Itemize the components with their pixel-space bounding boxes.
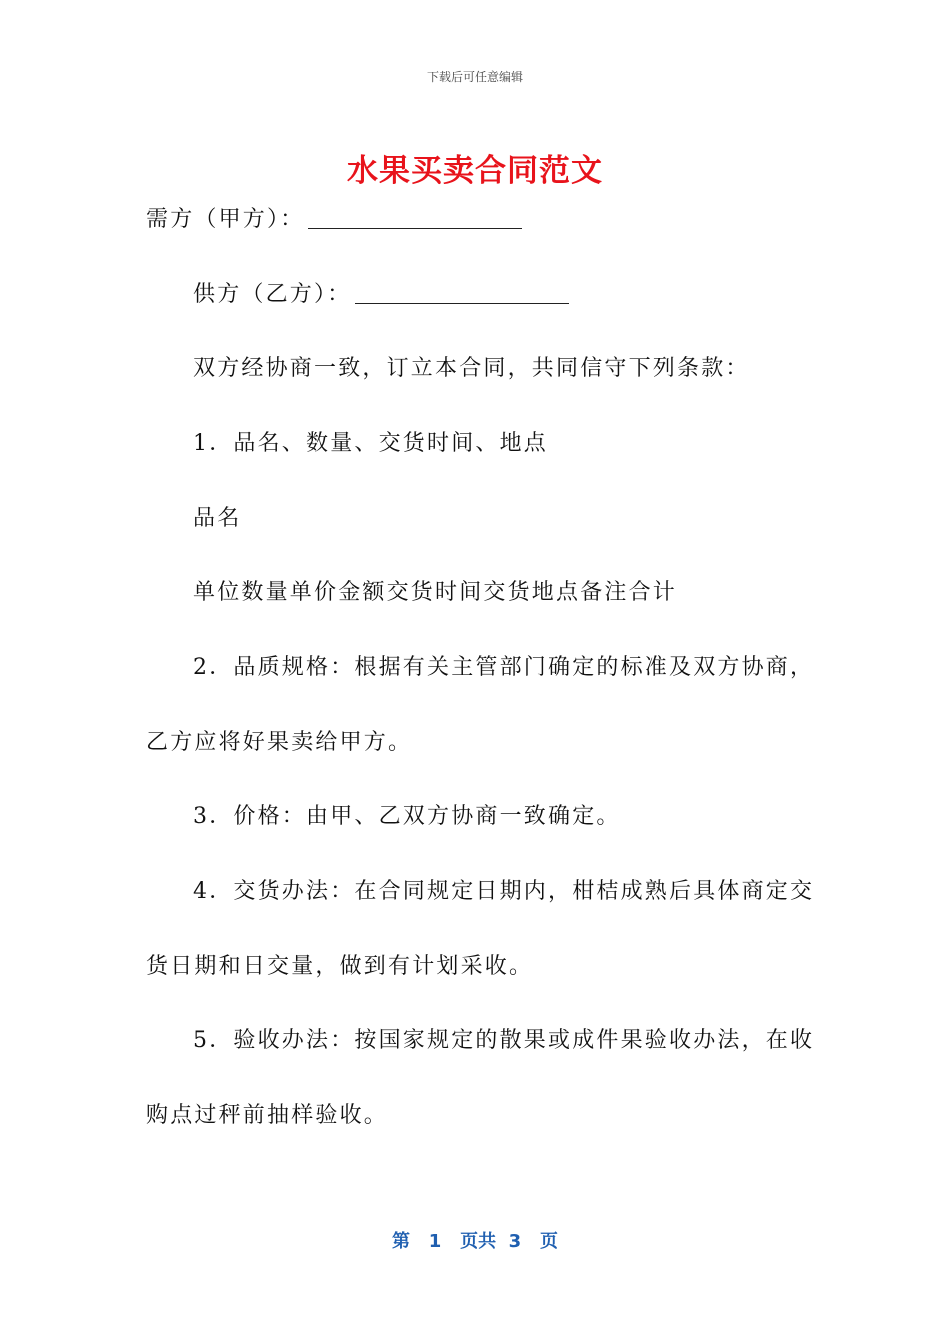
footer-page-number: 1 (428, 1231, 442, 1252)
clause-2-line-1: 2．品质规格：根据有关主管部门确定的标准及双方协商， (193, 655, 815, 680)
clause-4-line-1: 4．交货办法：在合同规定日期内，柑桔成熟后具体商定交 (193, 879, 815, 904)
party-b-blank (355, 283, 569, 304)
clause-1-product-name: 品名 (193, 506, 242, 531)
clause-2-line-2: 乙方应将好果卖给甲方。 (146, 730, 413, 755)
document-title: 水果买卖合同范文 (347, 153, 603, 189)
party-b-line (193, 280, 569, 310)
party-b-label: 供方（乙方）： (193, 282, 352, 307)
footer-middle: 页共 (460, 1231, 497, 1252)
party-a-blank (308, 208, 522, 229)
footer-prefix: 第 (391, 1231, 410, 1252)
header-note: 下载后可任意编辑 (426, 70, 523, 84)
page-footer (0, 1227, 950, 1253)
clause-1-columns: 单位数量单价金额交货时间交货地点备注合计 (193, 580, 678, 605)
clause-3: 3．价格：由甲、乙双方协商一致确定。 (193, 804, 621, 829)
clause-4-line-2: 货日期和日交量，做到有计划采收。 (146, 954, 534, 979)
intro-paragraph: 双方经协商一致，订立本合同，共同信守下列条款： (193, 356, 750, 381)
footer-suffix: 页 (540, 1231, 559, 1252)
party-a-label: 需方（甲方）： (146, 207, 305, 232)
clause-1-heading: 1．品名、数量、交货时间、地点 (193, 431, 548, 456)
footer-total-pages: 3 (508, 1231, 522, 1252)
clause-5-line-2: 购点过秤前抽样验收。 (146, 1103, 389, 1128)
party-a-line (146, 205, 522, 235)
clause-5-line-1: 5．验收办法：按国家规定的散果或成件果验收办法，在收 (193, 1028, 815, 1053)
